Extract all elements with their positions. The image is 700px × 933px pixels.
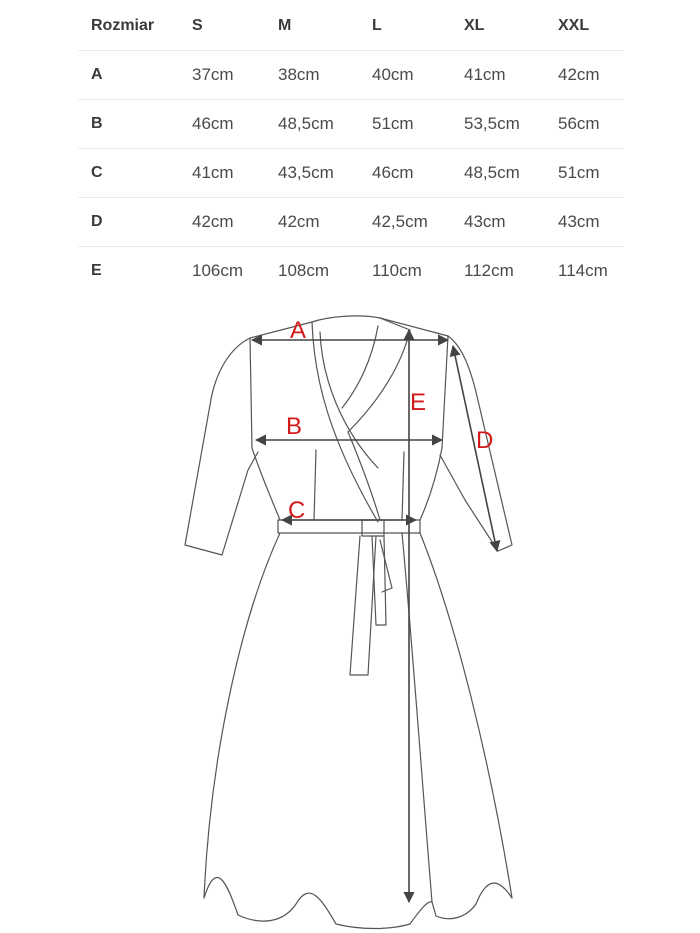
table-cell: 43cm: [545, 198, 624, 247]
table-header-row: [78, 2, 624, 51]
table-row: [78, 198, 624, 247]
belt-tie-long: [350, 536, 376, 675]
header-size-xxl: XXL: [545, 2, 624, 51]
table-cell: 112cm: [464, 261, 514, 280]
table-row: [78, 51, 624, 100]
row-label-d: D: [78, 198, 179, 247]
measure-label-b: B: [286, 413, 303, 440]
table-row: [78, 100, 624, 149]
measurement-lines: [252, 330, 497, 902]
dress-outline: [185, 316, 512, 929]
table-cell: 43cm: [451, 198, 545, 247]
header-size-label: Rozmiar: [78, 2, 179, 51]
left-lapel-outer: [312, 322, 378, 522]
skirt-left-side: [204, 533, 280, 898]
measure-label-e: E: [410, 389, 427, 416]
header-size-xl: XL: [451, 2, 545, 51]
table-cell: 41cm: [451, 51, 545, 100]
back-neck: [312, 316, 380, 322]
measure-label-a: A: [290, 317, 307, 344]
shoulder-right: [380, 318, 448, 336]
table-cell: 46cm: [359, 149, 451, 198]
belt-tie-short: [372, 536, 386, 625]
row-label-c: C: [78, 149, 179, 198]
table-row: [78, 247, 624, 296]
left-sleeve: [185, 338, 258, 555]
skirt-right-side: [420, 533, 512, 898]
measurement-labels: [286, 317, 493, 524]
measure-line-d: [453, 346, 497, 551]
right-collar-outer: [348, 318, 410, 432]
table-cell: 51cm: [359, 100, 451, 149]
waist-band: [278, 520, 420, 533]
header-size-m: M: [265, 2, 359, 51]
table-cell: 108cm: [278, 261, 330, 280]
header-size-l: L: [359, 2, 451, 51]
bodice-left-side: [250, 338, 280, 520]
table-cell: 43,5cm: [265, 149, 359, 198]
right-collar-inner: [342, 326, 378, 408]
measure-label-c: C: [288, 497, 306, 524]
table-cell: 106cm: [192, 261, 244, 280]
table-cell: 42,5cm: [359, 198, 451, 247]
table-cell: 114cm: [558, 261, 608, 280]
table-cell: 110cm: [372, 261, 422, 280]
table-cell: 42cm: [179, 198, 265, 247]
table-cell: 48,5cm: [265, 100, 359, 149]
table-cell: 37cm: [179, 51, 265, 100]
table-cell: 42cm: [545, 51, 624, 100]
table-cell: 38cm: [265, 51, 359, 100]
dart-left: [314, 450, 316, 520]
table-cell: 41cm: [179, 149, 265, 198]
table-cell: 42cm: [265, 198, 359, 247]
table-cell: 53,5cm: [451, 100, 545, 149]
belt-tie-fold: [380, 540, 392, 592]
wrap-front-line: [348, 432, 380, 520]
header-size-s: S: [179, 2, 265, 51]
table-row: [78, 149, 624, 198]
right-sleeve: [440, 336, 512, 551]
bodice-right-side: [420, 336, 448, 520]
table-cell: 56cm: [545, 100, 624, 149]
row-label-a: A: [78, 51, 179, 100]
skirt-hem: [204, 877, 512, 928]
row-label-b: B: [78, 100, 179, 149]
belt-knot: [362, 520, 384, 536]
skirt-wrap-line: [402, 533, 432, 902]
row-label-e: E: [91, 262, 102, 279]
size-table: [78, 2, 624, 295]
table-cell: 51cm: [545, 149, 624, 198]
measure-label-d: D: [476, 427, 494, 454]
table-cell: 46cm: [179, 100, 265, 149]
dart-right: [402, 452, 404, 520]
table-cell: 48,5cm: [451, 149, 545, 198]
left-lapel-inner: [320, 332, 378, 468]
shoulder-left: [250, 322, 312, 338]
table-cell: 40cm: [359, 51, 451, 100]
